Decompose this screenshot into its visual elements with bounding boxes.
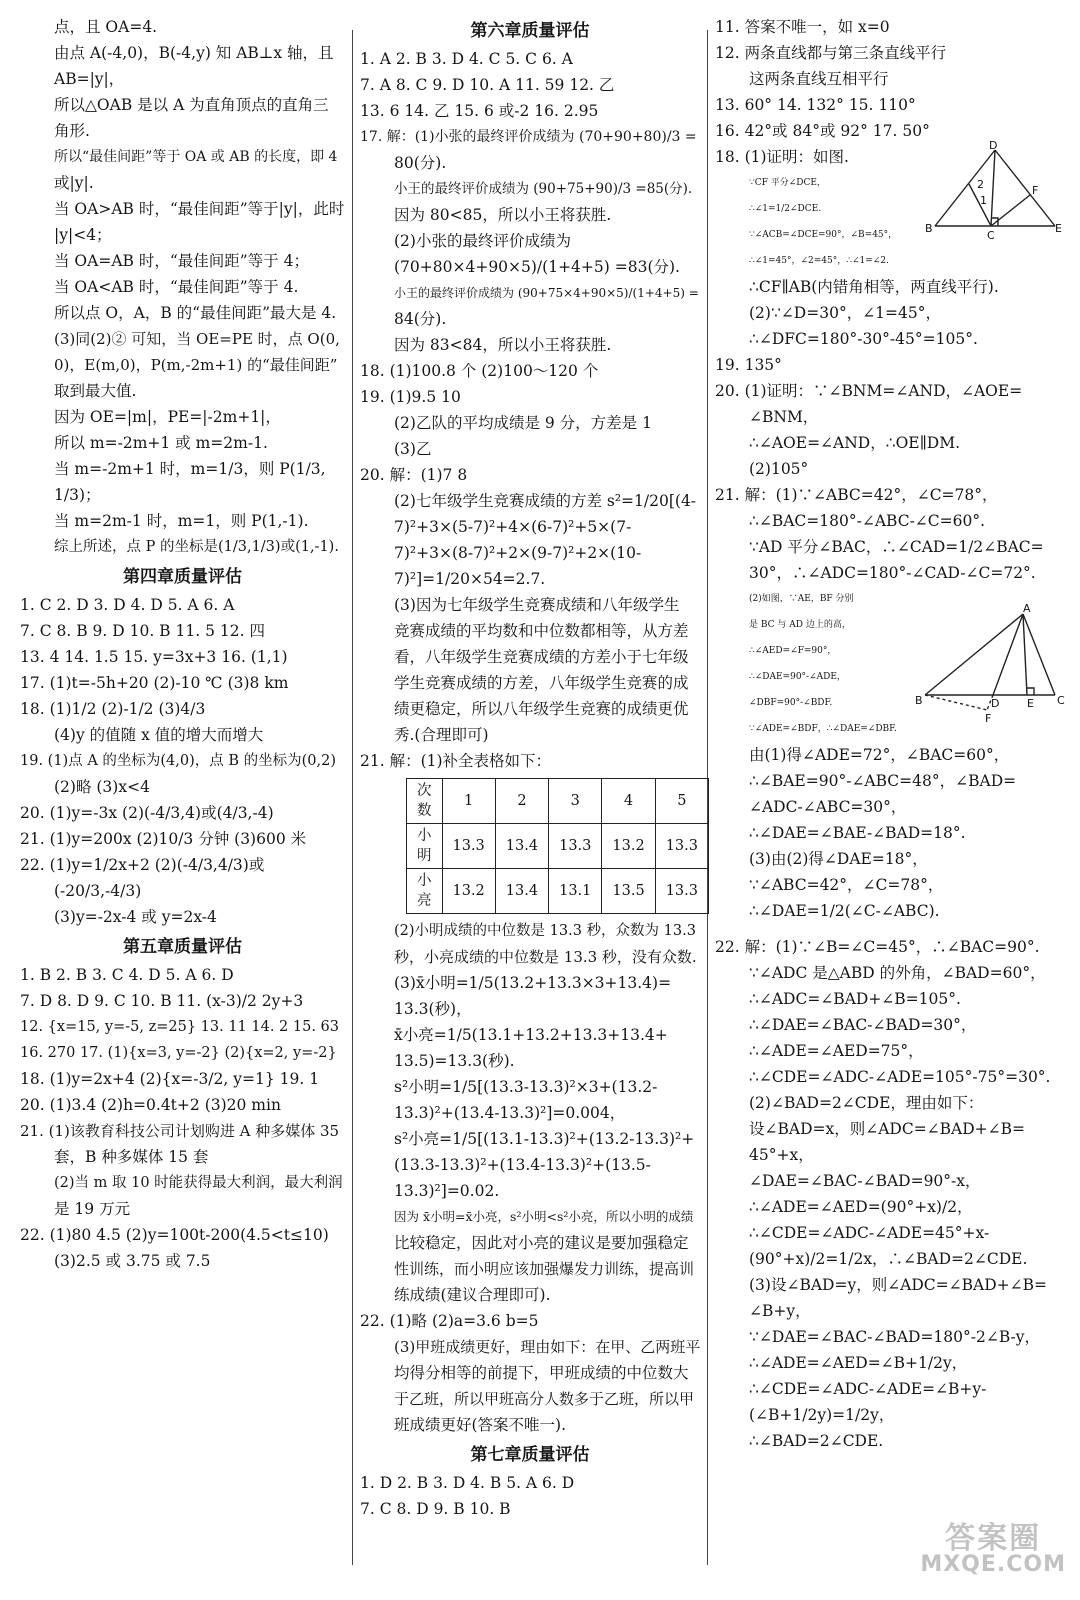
answer-line: (3)2.5 或 3.75 或 7.5 [54,1252,211,1270]
answer-line: ∴∠CDE=∠ADC-∠ADE=∠B+y- [749,1380,987,1398]
table-cell: 4 [602,779,655,824]
table-cell: 5 [655,779,708,824]
figure-line-bf [925,695,987,710]
answer-line: 11. 答案不唯一，如 x=0 [715,18,890,36]
answer-line: ∴∠ADE=∠AED=75°， [749,1042,924,1060]
figure-line-dc [991,150,995,226]
answer-line: 是 BC 与 AD 边上的高， [749,620,851,630]
answer-line: 12. {x=15, y=-5, z=25} 13. 11 14. 2 15. 63 [20,1019,339,1035]
answer-line: ∴∠1=1/2∠DCE. [749,204,822,214]
answer-line: 练成绩(建议合理即可). [394,1286,551,1304]
answer-line: 21. 解：(1)补全表格如下： [360,752,552,770]
answer-line: 22. 解：(1)∵∠B=∠C=45°，∴∠BAC=90°. [715,938,1040,956]
answer-line: ∵∠ADC 是△ABD 的外角，∠BAD=60°， [749,964,1046,982]
answer-line: ∴∠DAE=1/2(∠C-∠ABC). [749,902,940,920]
answer-line: 1. B 2. B 3. C 4. D 5. A 6. D [20,966,234,984]
answer-line: (2)当 m 取 10 时能获得最大利润，最大利润 [54,1175,343,1191]
answer-line: 7. C 8. D 9. B 10. B [360,1500,511,1518]
answer-line: ∵AD 平分∠BAC，∴∠CAD=1/2∠BAC= [749,538,1044,556]
answer-line: (3)同(2)② 可知，当 OE=PE 时，点 O(0, [54,330,340,348]
answer-line: 当 m=2m-1 时，m=1，则 P(1,-1). [54,512,309,530]
section-heading: 第四章质量评估 [123,567,242,587]
answer-line: 因为 80<85，所以小王将获胜. [394,206,612,224]
answer-line: ∴∠CDE=∠ADC-∠ADE=45°+x- [749,1224,990,1242]
answer-line: (3)因为七年级学生竞赛成绩和八年级学生 [394,596,680,614]
answer-line: 20. (1)y=-3x (2)(-4/3,4)或(4/3,-4) [20,804,274,822]
answer-line: ∴∠ADE=∠AED=(90°+x)/2， [749,1198,973,1216]
answer-line: 所以点 O，A，B 的“最佳间距”最大是 4. [54,304,337,322]
geometry-figure-21 [915,600,1075,725]
answer-line: (2)略 (3)x<4 [54,778,150,796]
answer-line: 取到最大值. [54,382,137,400]
answer-line: 16. 270 17. (1){x=3, y=-2} (2){x=2, y=-2} [20,1045,337,1061]
answer-line: ∴∠CDE=∠ADC-∠ADE=105°-75°=30°. [749,1068,1051,1086]
answer-line: 角形. [54,122,90,140]
answer-line: (∠B+1/2y)=1/2y， [749,1406,895,1424]
answer-line: (13.3-13.3)²+(13.4-13.3)²+(13.5- [394,1156,651,1174]
figure-label: 2 [977,178,984,191]
answer-line: (3)设∠BAD=y，则∠ADC=∠BAD+∠B= [749,1276,1048,1294]
answer-line: ∴∠ADC=∠BAD+∠B=105°. [749,990,961,1008]
table-cell: 13.3 [655,824,708,869]
answer-line: ∴∠DAE=∠BAE-∠BAD=18°. [749,824,966,842]
answer-line: (3)乙 [394,440,432,458]
figure-label: C [1057,694,1065,707]
answer-line: (3)y=-2x-4 或 y=2x-4 [54,908,217,926]
answer-line: AB=|y|， [54,70,125,88]
answer-line: 21. 解：(1)∵∠ABC=42°，∠C=78°， [715,486,998,504]
table-row [407,869,709,914]
answer-line: 由(1)得∠ADE=72°，∠BAC=60°， [749,746,1010,764]
answer-line: 当 OA>AB 时，“最佳间距”等于|y|，此时 [54,200,345,218]
answer-line: ∴∠BAE=90°-∠ABC=48°，∠BAD= [749,772,1017,790]
answer-line: 17. 解：(1)小张的最终评价成绩为 (70+90+80)/3 = [360,129,697,145]
answer-line: 84(分). [394,310,447,328]
answer-line: ∠DBF=90°-∠BDF. [749,698,833,708]
section-heading: 第五章质量评估 [123,937,242,957]
answer-line: 是 19 万元 [54,1200,131,1218]
answer-line: ∴∠DAE=∠BAC-∠BAD=30°， [749,1016,977,1034]
figure-line-de [995,150,1055,226]
section-heading: 第七章质量评估 [470,1445,590,1465]
answer-line: (3)由(2)得∠DAE=18°， [749,850,928,868]
answer-line: (90°+x)/2=1/2x，∴∠BAD=2∠CDE. [749,1250,1028,1268]
figure-label: A [1023,602,1031,615]
answer-line: 18. (1)1/2 (2)-1/2 (3)4/3 [20,700,206,718]
figure-line-bd [935,150,995,226]
answer-line: ∵∠DAE=∠BAC-∠BAD=180°-2∠B-y， [749,1328,1041,1346]
answer-line: (70+80×4+90×5)/(1+4+5) =83(分). [394,258,680,276]
section-heading: 第六章质量评估 [470,21,590,41]
answer-line: 22. (1)y=1/2x+2 (2)(-4/3,4/3)或 [20,856,265,874]
answer-line: 19. (1)9.5 10 [360,388,461,406]
answer-line: 22. (1)略 (2)a=3.6 b=5 [360,1312,539,1330]
answer-line: ∴∠1=45°，∠2=45°，∴∠1=∠2. [749,256,889,266]
table-cell: 1 [442,779,495,824]
answer-line: 所以“最佳间距”等于 OA 或 AB 的长度，即 4 [54,149,338,165]
figure-label: B [925,222,933,235]
answer-line: (2)小明成绩的中位数是 13.3 秒，众数为 13.3 [394,923,696,939]
answer-line: ∵∠ADE=∠BDF，∴∠DAE=∠DBF. [749,724,897,734]
answer-line: ∠BNM， [749,408,819,426]
answer-line: 点，且 OA=4. [54,18,158,36]
table-cell: 13.5 [602,869,655,914]
answer-line: 13. 60° 14. 132° 15. 110° [715,96,916,114]
table-cell: 小明 [407,824,443,869]
answer-line: 13.3)²+(13.4-13.3)²]=0.004， [394,1104,626,1122]
answer-line: ∴∠AOE=∠AND，∴OE∥DM. [749,434,960,452]
answer-line: 7. C 8. B 9. D 10. B 11. 5 12. 四 [20,622,265,640]
answer-line: 因为 83<84，所以小王将获胜. [394,336,612,354]
table-cell: 13.4 [495,824,548,869]
answer-line: 由点 A(-4,0)，B(-4,y) 知 AB⊥x 轴，且 [54,44,334,62]
answer-column-1 [20,14,345,1274]
table-header-row [407,779,709,824]
answer-line: ∠B+y， [749,1302,811,1320]
answer-line: 比较稳定，因此对小亮的建议是要加强稳定 [394,1234,689,1252]
answer-line: 20. 解：(1)7 8 [360,466,468,484]
answer-line: 80(分). [394,154,447,172]
answer-line: 当 m=-2m+1 时，m=1/3，则 P(1/3, [54,460,326,478]
answer-line: 18. (1)100.8 个 (2)100～120 个 [360,362,599,380]
figure-label: E [1055,222,1062,235]
answer-line: 13. 4 14. 1.5 15. y=3x+3 16. (1,1) [20,648,288,666]
table-cell: 13.3 [442,824,495,869]
answer-line: (3)甲班成绩更好，理由如下：在甲、乙两班平 [394,1338,701,1356]
figure-label: D [989,140,998,152]
answer-line: 设∠BAD=x，则∠ADC=∠BAD+∠B= [749,1120,1026,1138]
answer-line: 当 OA<AB 时，“最佳间距”等于 4. [54,278,299,296]
answer-line: 小王的最终评价成绩为 (90+75×4+90×5)/(1+4+5) = [394,286,699,300]
figure-label: 1 [980,194,987,207]
answer-line: 1. A 2. B 3. D 4. C 5. C 6. A [360,50,573,68]
table-cell: 13.1 [549,869,602,914]
answer-line: 12. 两条直线都与第三条直线平行 [715,44,947,62]
answer-line: (2)如图，∵AE，BF 分别 [749,594,854,604]
answer-line: ∴∠DAE=90°-∠ADE， [749,672,846,682]
column-2-lower-text [360,918,700,1522]
answer-line: 22. (1)80 4.5 (2)y=100t-200(4.5<t≤10) [20,1226,329,1244]
answer-line: 竞赛成绩的平均数和中位数都相等，从方差 [394,622,689,640]
figure-label: E [1027,697,1034,710]
answer-line: 13.5)=13.3(秒). [394,1052,515,1070]
figure-label: B [915,694,923,707]
answer-line: x̄小亮=1/5(13.1+13.2+13.3+13.4+ [394,1026,668,1044]
answer-line: 1. D 2. B 3. D 4. B 5. A 6. D [360,1474,575,1492]
answer-line: 45°+x， [749,1146,814,1164]
figure-label: F [985,712,992,725]
geometry-figure-18 [925,140,1065,240]
answer-line: 性训练，而小明应该加强爆发力训练，提高训 [394,1260,695,1278]
answer-line: 1/3)； [54,486,101,504]
answer-line: 18. (1)证明：如图. [715,148,849,166]
answer-column-2 [360,14,700,1522]
table-cell: 次数 [407,779,443,824]
answer-line: 所以 m=-2m+1 或 m=2m-1. [54,434,268,452]
answer-line: 秒，小亮成绩的中位数是 13.3 秒，没有众数. [394,948,697,966]
answer-line: 13. 6 14. 乙 15. 6 或-2 16. 2.95 [360,102,599,120]
figure-label: C [987,229,995,240]
column-3-lower-text [715,934,1070,1454]
answer-line: 16. 42°或 84°或 92° 17. 50° [715,122,930,140]
answer-line: 13.3)²]=0.02. [394,1182,500,1200]
answer-line: |y|<4； [54,226,112,244]
right-angle-mark [1027,688,1034,695]
answer-line: 学生竞赛成绩的方差，八年级学生竞赛的成 [394,674,689,692]
table-cell: 小亮 [407,869,443,914]
answer-line: ∴CF∥AB(内错角相等，两直线平行). [749,278,999,296]
answer-line: 0)，E(m,0)，P(m,-2m+1) 的“最佳间距” [54,356,338,374]
answer-line: s²小明=1/5[(13.3-13.3)²×3+(13.2- [394,1078,658,1096]
table-cell: 13.2 [442,869,495,914]
answer-line: 看，八年级学生竞赛成绩的方差小于七年级 [394,648,689,666]
answer-line: 班成绩更好(答案不唯一). [394,1416,567,1434]
answer-line: 因为 OE=|m|，PE=|-2m+1|， [54,408,281,426]
figure-line-ac [1023,614,1055,695]
answer-line: ∴∠DFC=180°-30°-45°=105°. [749,330,978,348]
answer-line: 综上所述，点 P 的坐标是(1/3,1/3)或(1,-1). [54,539,339,555]
answer-line: 19. 135° [715,356,782,374]
answer-line: 7)²]=1/20×54=2.7. [394,570,546,588]
answer-line: (2)∵∠D=30°，∠1=45°， [749,304,942,322]
figure-label: F [1032,184,1039,197]
column-divider-1 [352,30,353,1565]
answer-line: 18. (1)y=2x+4 (2){x=-3/2, y=1} 19. 1 [20,1070,320,1088]
answer-line: 套，B 种多媒体 15 套 [54,1148,209,1166]
answer-line: 13.3(秒)， [394,1000,472,1018]
answer-line: 均得分相等的前提下，甲班成绩的中位数大 [394,1364,689,1382]
table-cell: 13.3 [549,824,602,869]
answer-line: ∴∠BAD=2∠CDE. [749,1432,884,1450]
answer-line: ∵∠ABC=42°，∠C=78°， [749,876,944,894]
table-cell: 13.4 [495,869,548,914]
answer-line: s²小亮=1/5[(13.1-13.3)²+(13.2-13.3)²+ [394,1130,695,1148]
answer-line: 20. (1)3.4 (2)h=0.4t+2 (3)20 min [20,1096,281,1114]
answer-line: 20. (1)证明：∵∠BNM=∠AND，∠AOE= [715,382,1023,400]
answer-line: 因为 x̄小明=x̄小亮，s²小明<s²小亮，所以小明的成绩 [394,1209,694,1224]
answer-line: ∴∠BAC=180°-∠ABC-∠C=60°. [749,512,986,530]
watermark [920,1521,1066,1578]
answer-line: 21. (1)y=200x (2)10/3 分钟 (3)600 米 [20,830,307,848]
answer-line: ∴∠AED=∠F=90°， [749,646,837,656]
answer-line: 7. D 8. D 9. C 10. B 11. (x-3)/2 2y+3 [20,992,304,1010]
answer-line: 7)²+3×(5-7)²+4×(6-7)²+5×(7- [394,518,632,536]
answer-line: 30°，∴∠ADC=180°-∠CAD-∠C=72°. [749,564,1036,582]
answer-line: (3)x̄小明=1/5(13.2+13.3×3+13.4)= [394,974,672,992]
answer-line: 所以△OAB 是以 A 为直角顶点的直角三 [54,96,329,114]
answer-line: 21. (1)该教育科技公司计划购进 A 种多媒体 35 [20,1122,340,1140]
answer-line: ∵CF 平分∠DCE， [749,178,826,188]
table-cell: 13.3 [655,869,708,914]
answer-line: 这两条直线互相平行 [749,70,889,88]
answer-line: (2)∠BAD=2∠CDE，理由如下： [749,1094,984,1112]
answer-line: ∠ADC-∠ABC=30°， [749,798,907,816]
figure-line-cf [991,195,1030,226]
score-table [406,778,709,914]
table-cell: 3 [549,779,602,824]
answer-line: 17. (1)t=-5h+20 (2)-10 ℃ (3)8 km [20,674,289,692]
answer-line: 7. A 8. C 9. D 10. A 11. 59 12. 乙 [360,76,615,94]
answer-line: ∴∠ADE=∠AED=∠B+1/2y， [749,1354,968,1372]
table-cell: 2 [495,779,548,824]
table-cell: 13.2 [602,824,655,869]
answer-line: 7)²+3×(8-7)²+2×(9-7)²+2×(10- [394,544,642,562]
answer-line: 绩更稳定，所以八年级学生竞赛的成绩更优 [394,700,689,718]
answer-line: 秀.(合理即可) [394,726,489,744]
answer-line: 当 OA=AB 时，“最佳间距”等于 4； [54,252,309,270]
watermark-name: 答案圈 [945,1521,1042,1556]
answer-line: (-20/3,-4/3) [54,882,142,900]
answer-line: (2)七年级学生竞赛成绩的方差 s²=1/20[(4- [394,492,697,510]
table-row [407,824,709,869]
answer-line: 小王的最终评价成绩为 (90+75+90)/3 =85(分). [394,181,693,197]
answer-line: (4)y 的值随 x 值的增大而增大 [54,726,264,744]
figure-line-ae [1023,614,1027,695]
answer-line: 19. (1)点 A 的坐标为(4,0)，点 B 的坐标为(0,2) [20,753,337,769]
answer-line: (2)乙队的平均成绩是 9 分，方差是 1 [394,414,652,432]
answer-line: 或|y|. [54,174,94,192]
answer-line: 1. C 2. D 3. D 4. D 5. A 6. A [20,596,235,614]
answer-line: ∠DAE=∠BAC-∠BAD=90°-x， [749,1172,981,1190]
answer-line: 于乙班，所以甲班高分人数多于乙班，所以甲 [394,1390,695,1408]
column-2-upper-text [360,18,700,774]
answer-line: (2)小张的最终评价成绩为 [394,232,571,250]
figure-label: D [991,697,1000,710]
answer-line: ∵∠ACB=∠DCE=90°，∠B=45°， [749,230,898,240]
watermark-url: MXQE.COM [920,1552,1066,1577]
answer-line: (2)105° [749,460,809,478]
